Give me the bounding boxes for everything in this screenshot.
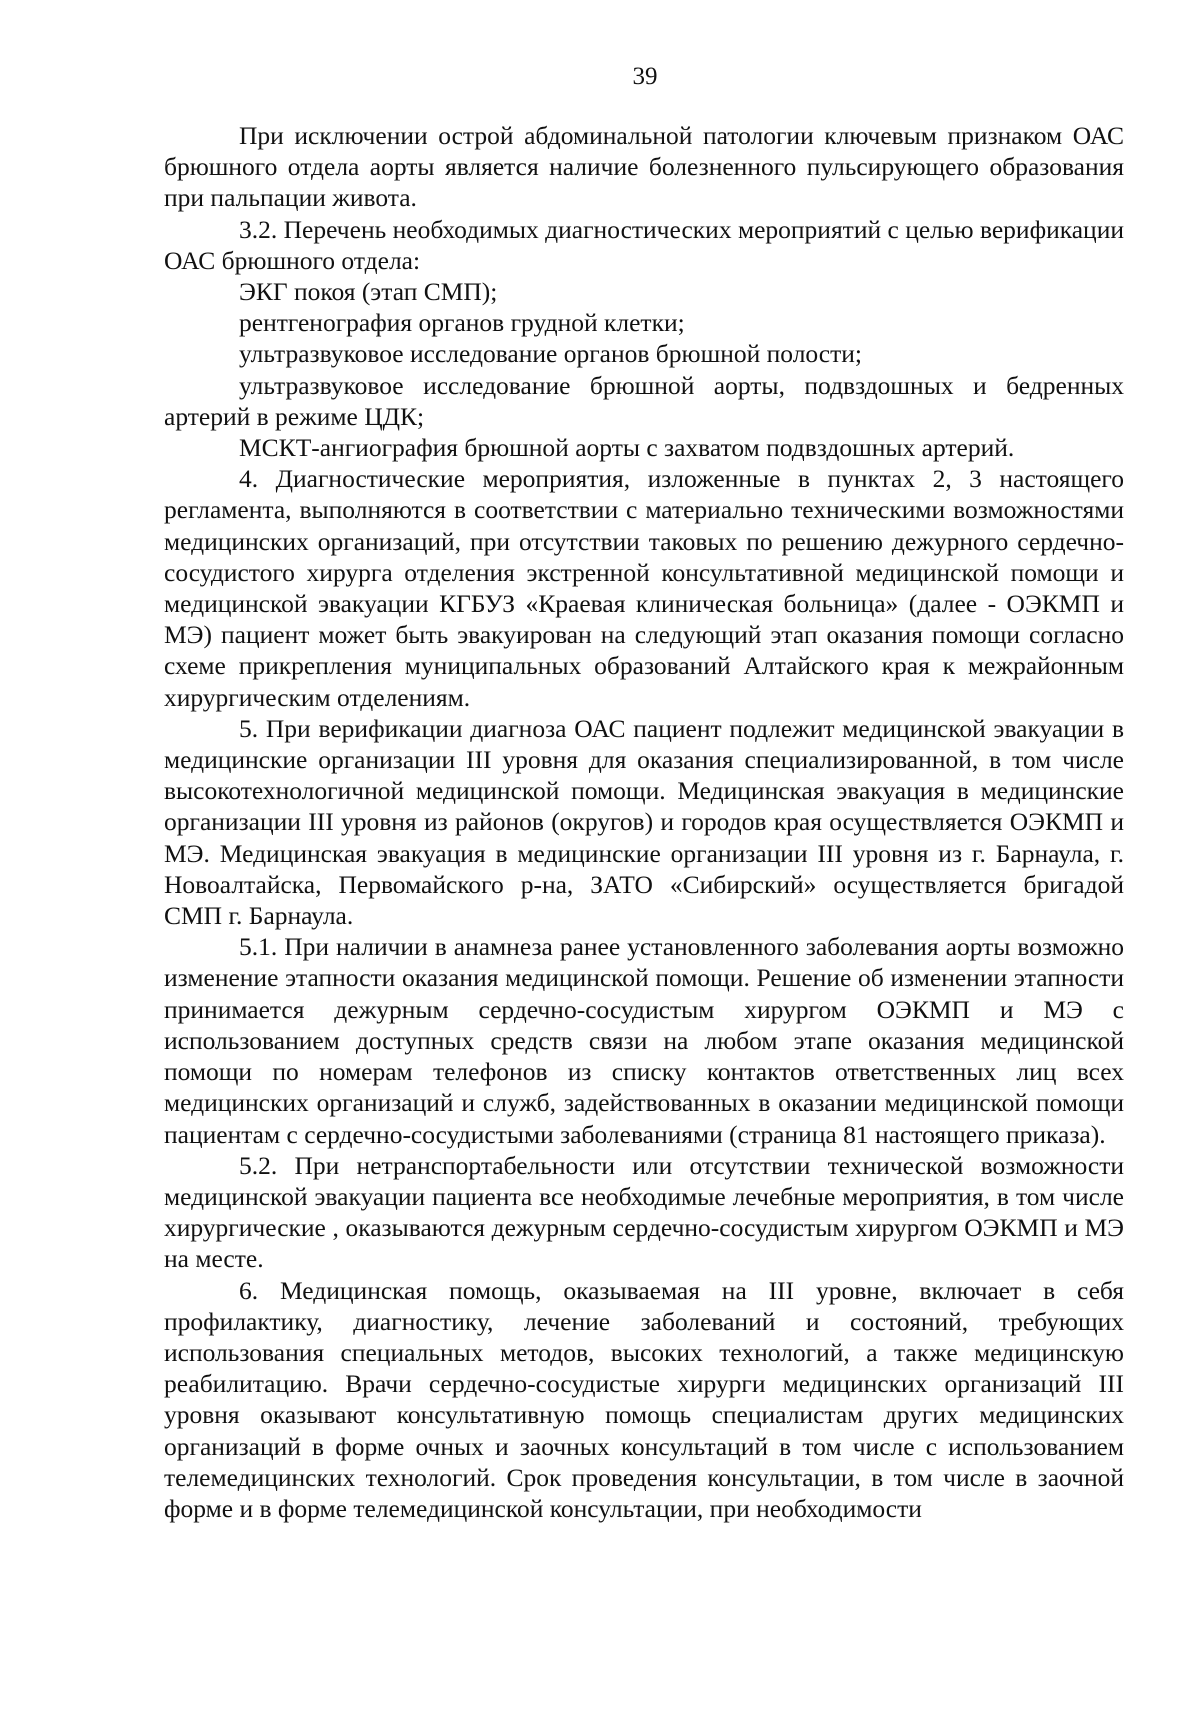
list-item: ЭКГ покоя (этап СМП); <box>239 277 498 307</box>
paragraph-4: 4. Диагностические мероприятия, изложенные в пунктах 2, 3 настоящего регламента, выполняются в соответствии с материально техническими возможностями медицинских организаций, при отсутствии таковых по решению дежурного сердечно-сосудистого хирурга отделения экстренной консультативной медицинской помощи и медицинской эвакуации КГБУЗ «Краевая клиническая больница» (далее - ОЭКМП и МЭ) пациент может быть эвакуирован на следующий этап оказания помощи согласно схеме прикрепления муниципальных образований Алтайского края к межрайонным хирургическим отделениям. <box>164 464 1124 712</box>
list-item: МСКТ-ангиография брюшной аорты с захватом подвздошных артерий. <box>239 433 1015 463</box>
list-item: ультразвуковое исследование органов брюшной полости; <box>239 339 862 369</box>
paragraph-6: 6. Медицинская помощь, оказываемая на III уровне, включает в себя профилактику, диагностику, лечение заболеваний и состояний, требующих использования специальных методов, высоких технологий, а также медицинскую реабилитацию. Врачи сердечно-сосудистые хирурги медицинских организаций III уровня оказывают консультативную помощь специалистам других медицинских организаций в форме очных и заочных консультаций в том числе с использованием телемедицинских технологий. Срок проведения консультации, в том числе в заочной форме и в форме телемедицинской консультации, при необходимости <box>164 1275 1124 1523</box>
list-item: рентгенография органов грудной клетки; <box>239 308 685 338</box>
paragraph-5-1: 5.1. При наличии в анамнеза ранее установленного заболевания аорты возможно изменение этапности оказания медицинской помощи. Решение об изменении этапности принимается дежурным сердечно-сосудистым хирургом ОЭКМП и МЭ с использованием доступных средств связи на любом этапе оказания медицинской помощи по номерам телефонов из списку контактов ответственных лиц всех медицинских организаций и служб, задействованных в оказании медицинской помощи пациентам с сердечно-сосудистыми заболеваниями (страница 81 настоящего приказа). <box>164 932 1124 1149</box>
page-number: 39 <box>632 63 658 90</box>
paragraph-5: 5. При верификации диагноза ОАС пациент подлежит медицинской эвакуации в медицинские организации III уровня для оказания специализированной, в том числе высокотехнологичной медицинской помощи. Медицинская эвакуация в медицинские организации III уровня из районов (округов) и городов края осуществляется ОЭКМП и МЭ. Медицинская эвакуация в медицинские организации III уровня из г. Барнаула, г. Новоалтайска, Первомайского р-на, ЗАТО «Сибирский» осуществляется бригадой СМП г. Барнаула. <box>164 713 1124 931</box>
paragraph-5-2: 5.2. При нетранспортабельности или отсутствии технической возможности медицинской эвакуации пациента все необходимые лечебные мероприятия, в том числе хирургические , оказываются дежурным сердечно-сосудистым хирургом ОЭКМП и МЭ на месте. <box>164 1150 1124 1274</box>
document-body <box>164 120 1124 1524</box>
paragraph-abdominal-sign: При исключении острой абдоминальной патологии ключевым признаком ОАС брюшного отдела аорты является наличие болезненного пульсирующего образования при пальпации живота. <box>164 121 1124 213</box>
list-item: ультразвуковое исследование брюшной аорты, подвздошных и бедренных артерий в режиме ЦДК; <box>164 370 1124 431</box>
paragraph-diagnostics-heading: 3.2. Перечень необходимых диагностических мероприятий с целью верификации ОАС брюшного отдела: <box>164 214 1124 275</box>
